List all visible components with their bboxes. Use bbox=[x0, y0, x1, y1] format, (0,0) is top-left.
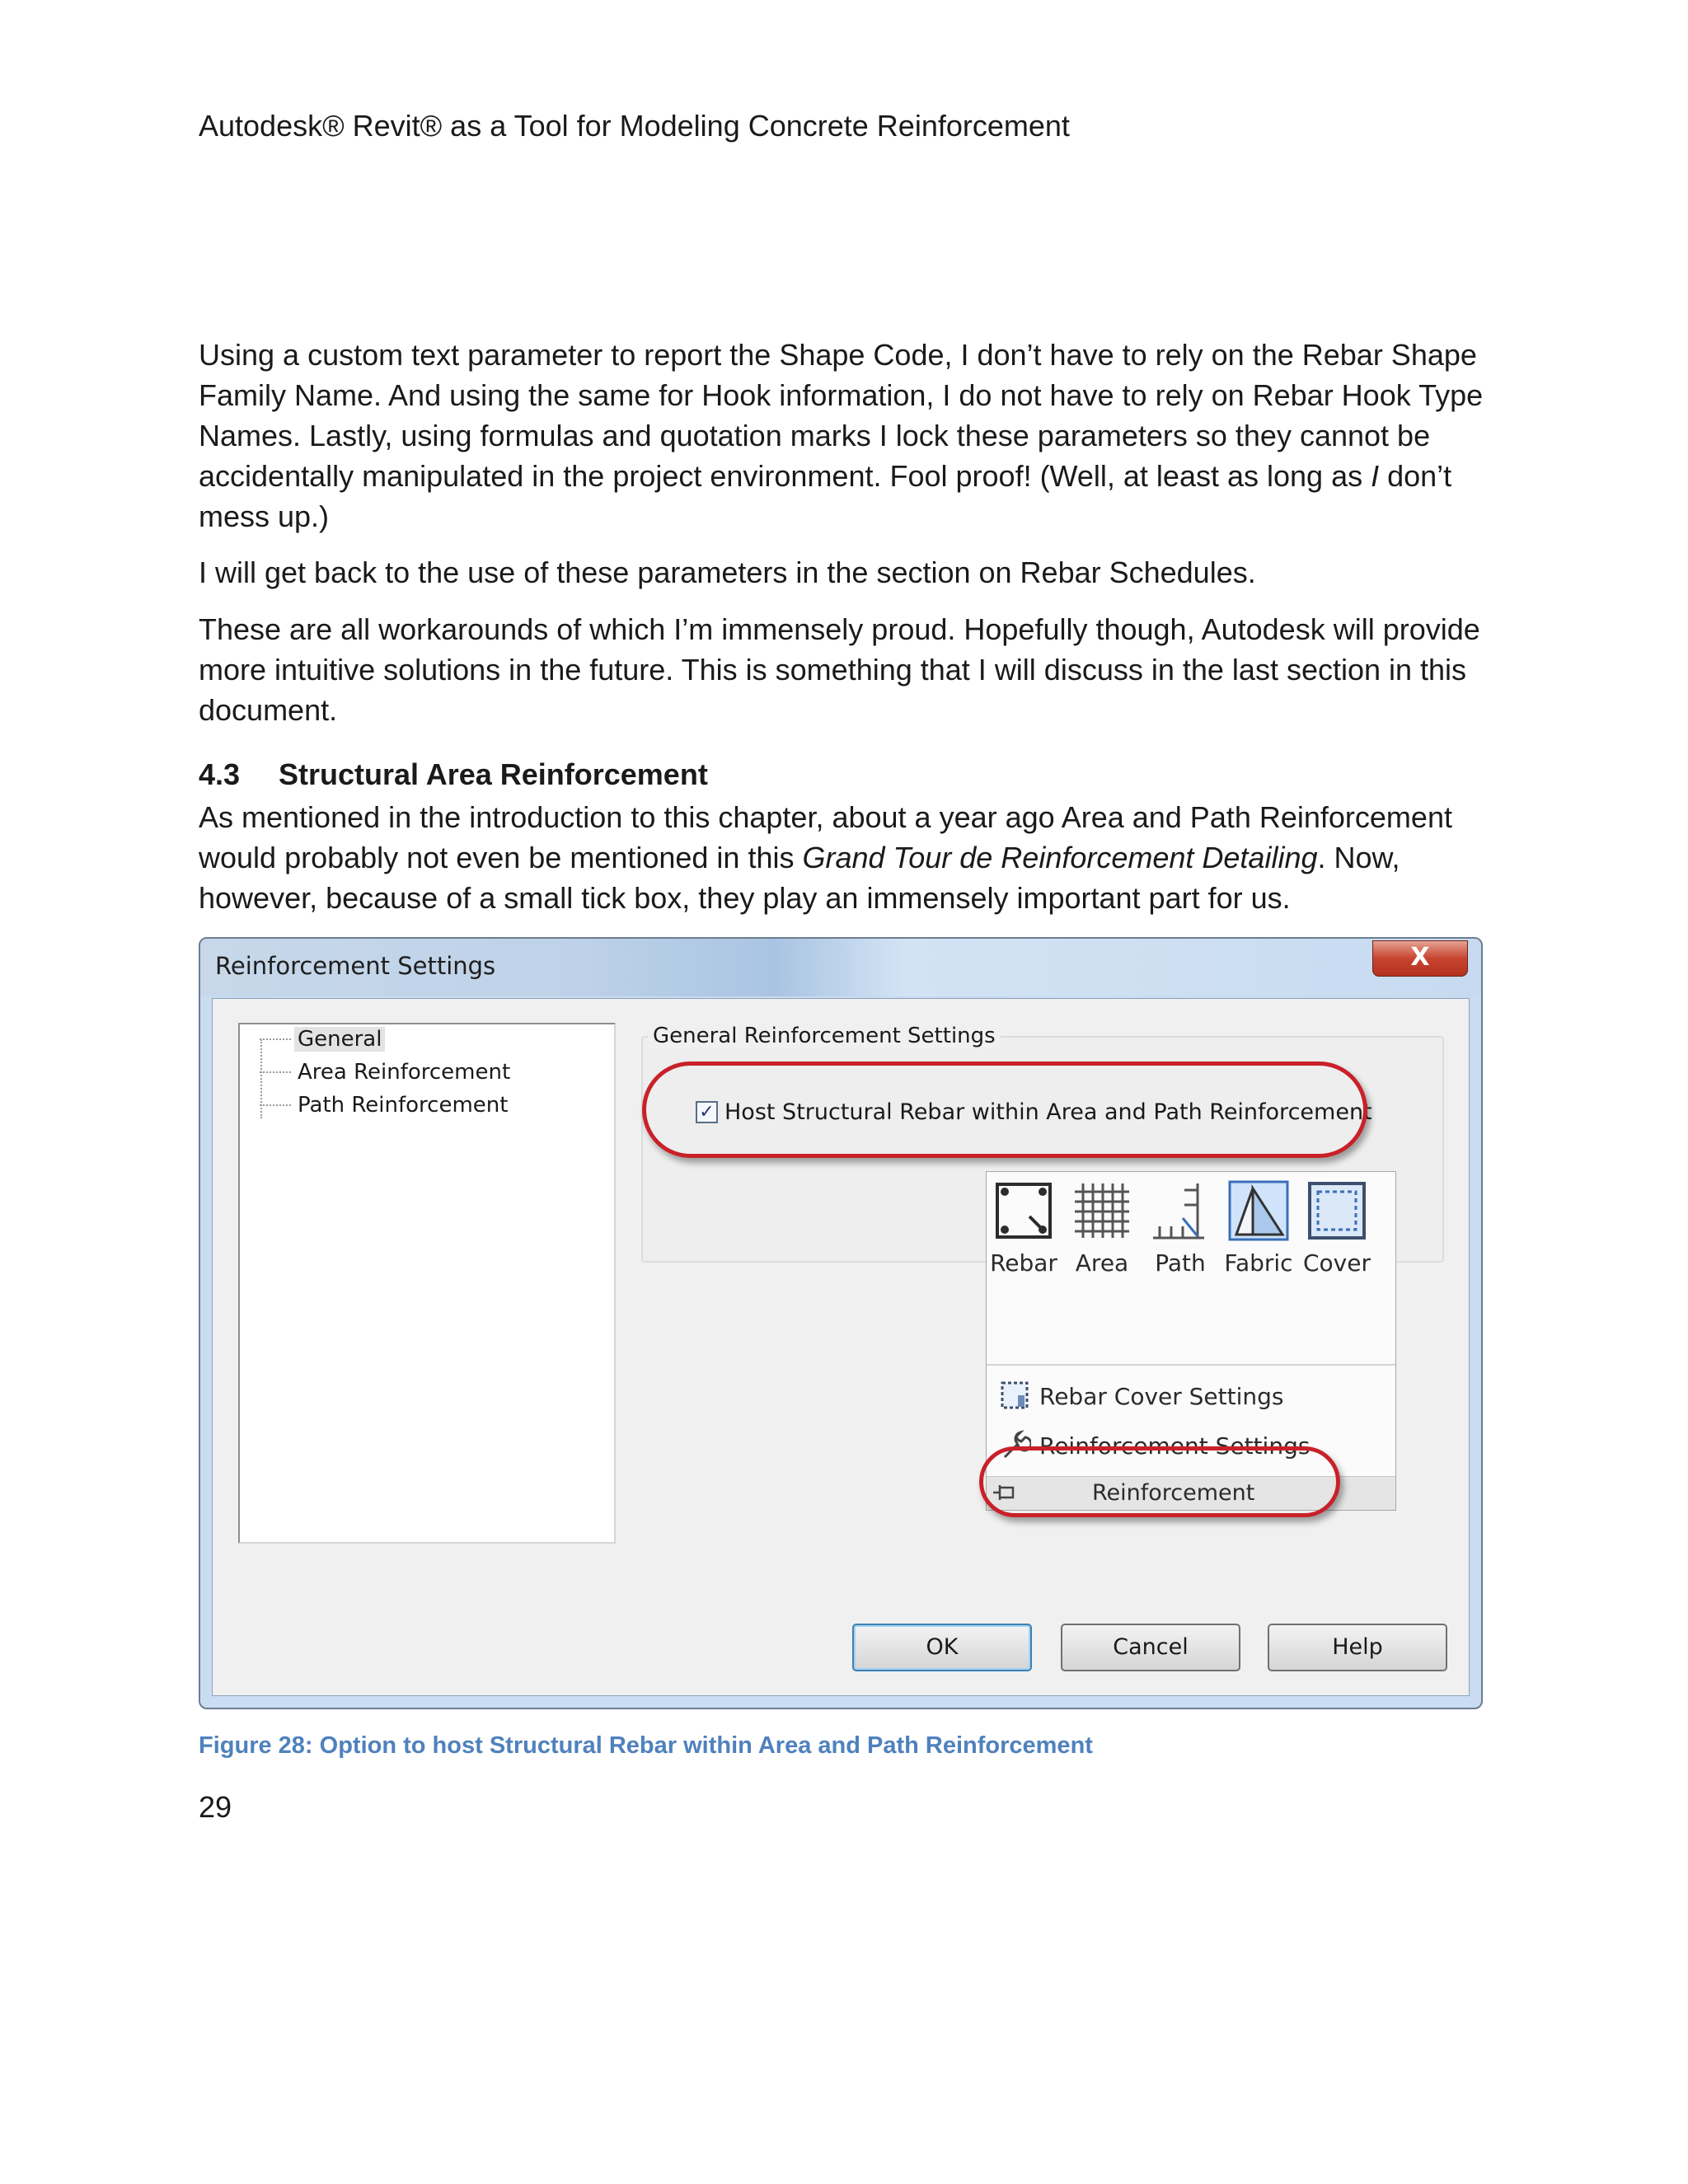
tree-item-label: General bbox=[294, 1027, 385, 1052]
fabric-label: Fabric bbox=[1224, 1249, 1293, 1277]
tree-item-label: Path Reinforcement bbox=[298, 1093, 509, 1118]
section-number: 4.3 bbox=[199, 757, 241, 791]
rebar-label: Rebar bbox=[990, 1249, 1057, 1277]
rebar-cover-settings-label: Rebar Cover Settings bbox=[1039, 1382, 1284, 1410]
path-icon bbox=[1150, 1180, 1211, 1241]
highlight-oval-settings bbox=[979, 1446, 1340, 1517]
figure-caption: Figure 28: Option to host Structural Rebar within Area and Path Reinforcement bbox=[199, 1732, 1093, 1759]
cover-tool[interactable] bbox=[1300, 1180, 1374, 1277]
ribbon-separator bbox=[987, 1364, 1395, 1366]
dialog-title: Reinforcement Settings bbox=[215, 952, 496, 980]
area-grid-icon bbox=[1071, 1180, 1132, 1241]
area-label: Area bbox=[1075, 1249, 1129, 1277]
italic-title: Grand Tour de Reinforcement Detailing bbox=[802, 841, 1318, 874]
rebar-tool[interactable] bbox=[987, 1180, 1061, 1277]
tree-item-area-reinforcement[interactable] bbox=[260, 1057, 513, 1087]
cover-icon bbox=[1306, 1180, 1367, 1241]
paragraph-workarounds: These are all workarounds of which I’m immensely proud. Hopefully though, Autodesk will provide more intuitive solutions in the future. This is something that I will discuss in the last section in this document. bbox=[199, 612, 1480, 727]
paragraph-text-end: . Now, however, because of a small tick box, they play an immensely important part for us. bbox=[199, 841, 1400, 915]
paragraph-text-end: don’t mess up.) bbox=[199, 459, 1452, 533]
paragraph-text: As mentioned in the introduction to this chapter, about a year ago Area and Path Reinforcement would probably not even be mentioned in this bbox=[199, 800, 1452, 874]
area-tool[interactable] bbox=[1065, 1180, 1139, 1277]
group-label: General Reinforcement Settings bbox=[648, 1024, 1001, 1048]
tree-item-label: Area Reinforcement bbox=[298, 1060, 511, 1085]
page-number: 29 bbox=[199, 1790, 232, 1824]
path-tool[interactable] bbox=[1143, 1180, 1217, 1277]
panel-title: Reinforcement bbox=[1092, 1480, 1255, 1506]
rebar-icon bbox=[993, 1180, 1054, 1241]
dialog-titlebar[interactable] bbox=[200, 939, 1481, 996]
path-label: Path bbox=[1155, 1249, 1206, 1277]
help-button[interactable]: Help bbox=[1268, 1624, 1447, 1671]
ok-button[interactable]: OK bbox=[852, 1624, 1032, 1671]
paragraph-introduction bbox=[199, 797, 1501, 918]
rebar-cover-settings-item[interactable] bbox=[1000, 1380, 1284, 1412]
italic-word: I bbox=[1371, 459, 1380, 493]
settings-tree bbox=[238, 1023, 616, 1544]
fabric-icon bbox=[1228, 1180, 1289, 1241]
cancel-button[interactable]: Cancel bbox=[1061, 1624, 1240, 1671]
reinforcement-settings-label: Reinforcement Settings bbox=[1039, 1432, 1311, 1460]
paragraph-text: Using a custom text parameter to report the Shape Code, I don’t have to rely on the Rebar Shape Family Name. And using the same for Hook information, I do not have to rely on Rebar Hook Type Names. Lastly, using formulas and quotation marks I lock these parameters so they cannot be accidentally manipulated in the project environment. Fool proof! (Well, at least as long as bbox=[199, 338, 1484, 493]
cover-settings-icon bbox=[1000, 1380, 1031, 1412]
paragraph-schedules: I will get back to the use of these parameters in the section on Rebar Schedules. bbox=[199, 555, 1256, 589]
tree-item-general[interactable] bbox=[260, 1024, 385, 1054]
section-heading bbox=[199, 757, 708, 792]
cover-label: Cover bbox=[1303, 1249, 1371, 1277]
host-rebar-checkbox[interactable]: ✓ bbox=[696, 1101, 718, 1123]
fabric-tool[interactable] bbox=[1221, 1180, 1296, 1277]
paragraph-shape-code bbox=[199, 335, 1501, 537]
reinforcement-settings-dialog bbox=[199, 937, 1483, 1709]
host-rebar-label: Host Structural Rebar within Area and Path Reinforcement bbox=[724, 1099, 1372, 1125]
close-button[interactable]: X bbox=[1372, 940, 1468, 977]
section-title: Structural Area Reinforcement bbox=[279, 757, 708, 791]
highlight-oval-checkbox bbox=[642, 1062, 1367, 1158]
running-header: Autodesk® Revit® as a Tool for Modeling Concrete Reinforcement bbox=[199, 109, 1070, 143]
tree-item-path-reinforcement[interactable] bbox=[260, 1090, 511, 1120]
dialog-body bbox=[212, 998, 1470, 1696]
